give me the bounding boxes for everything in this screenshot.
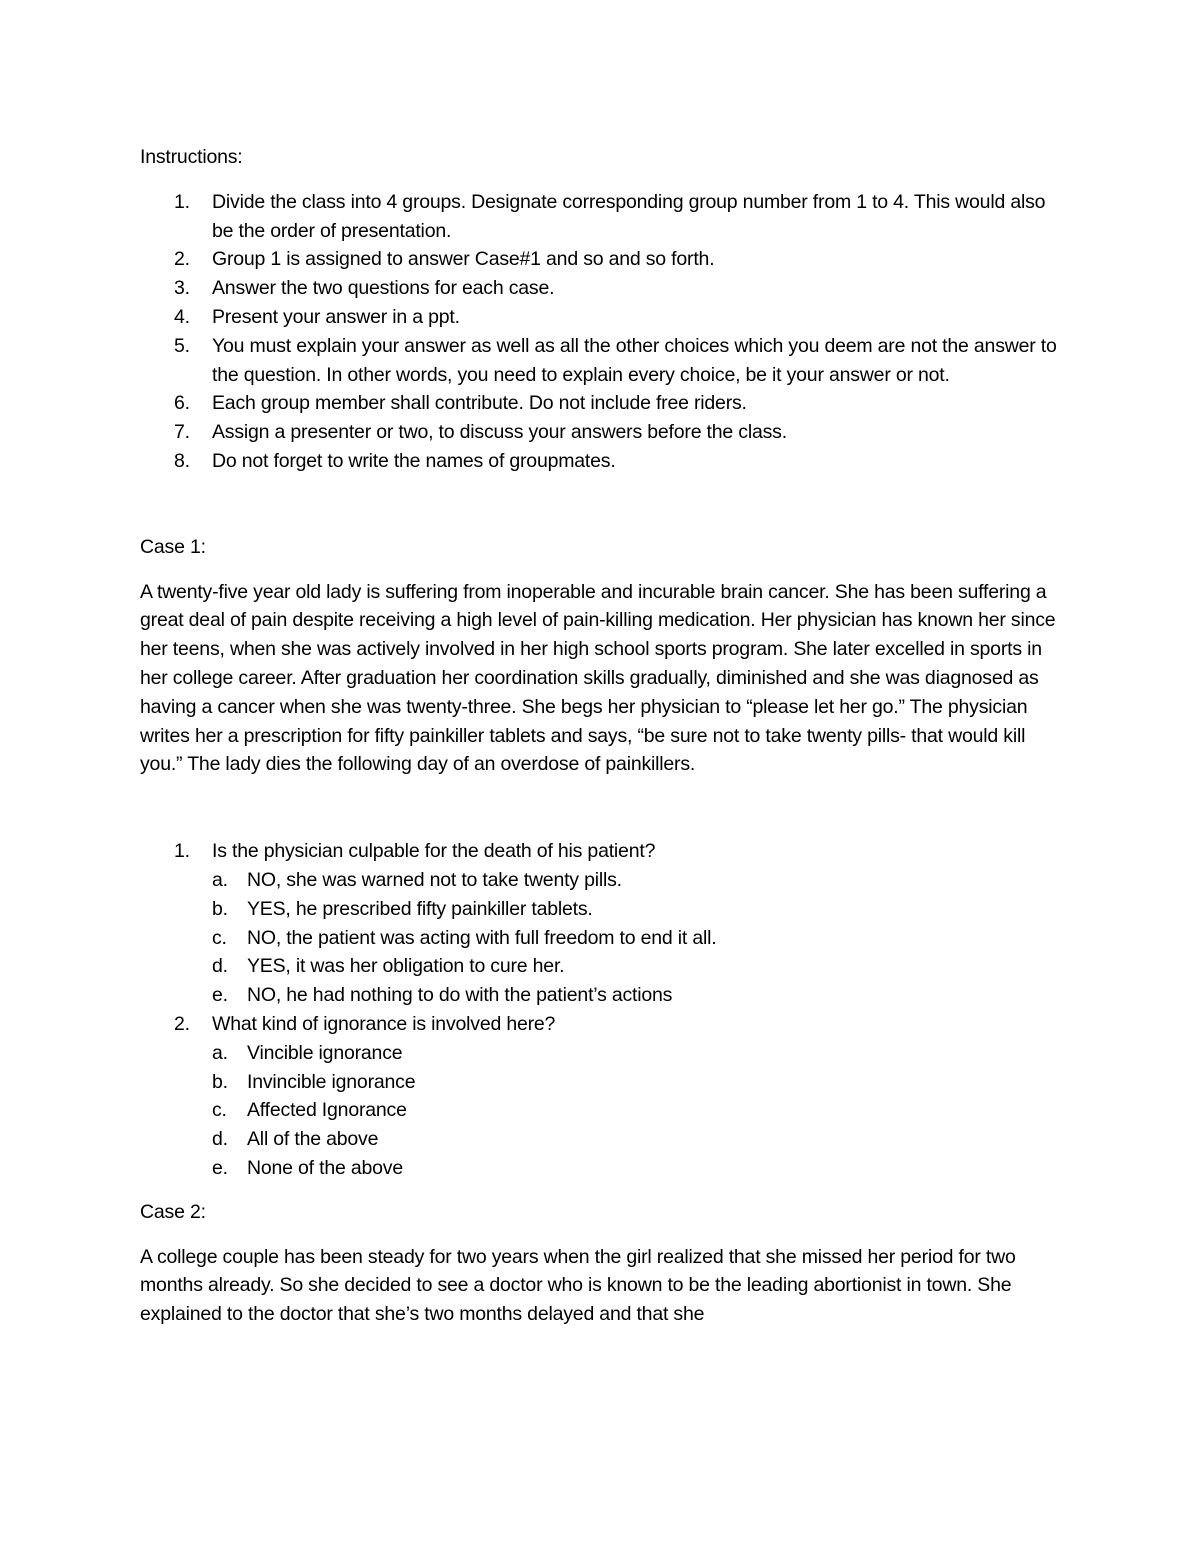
- case2-heading: Case 2:: [140, 1200, 206, 1223]
- instruction-number: 8.: [174, 449, 190, 472]
- instruction-text: Each group member shall contribute. Do not include free riders.: [212, 392, 747, 415]
- instruction-number: 5.: [174, 334, 190, 357]
- choice-item: [212, 1068, 1070, 1097]
- instruction-item: [140, 418, 1070, 447]
- choice-letter: c.: [212, 1099, 227, 1122]
- question-text: Is the physician culpable for the death of his patient?: [212, 840, 656, 863]
- choice-text: NO, he had nothing to do with the patient’s actions: [247, 984, 673, 1007]
- choice-list: [212, 1039, 1070, 1183]
- instruction-number: 4.: [174, 305, 190, 328]
- instruction-number: 6.: [174, 392, 190, 415]
- instruction-item: [140, 188, 1070, 246]
- instruction-text: Assign a presenter or two, to discuss your answers before the class.: [212, 421, 787, 444]
- choice-item: [212, 981, 1070, 1010]
- instruction-text: You must explain your answer as well as all the other choices which you deem are not the answer to the question. In other words, you need to explain every choice, be it your answer or not.: [212, 334, 1057, 386]
- choice-letter: c.: [212, 926, 227, 949]
- instruction-text: Divide the class into 4 groups. Designate corresponding group number from 1 to 4. This would also be the order of presentation.: [212, 190, 1046, 242]
- instructions-heading: Instructions:: [140, 146, 243, 168]
- instruction-text: Present your answer in a ppt.: [212, 305, 460, 328]
- question-item: [140, 1010, 1070, 1183]
- case1-paragraph: A twenty-five year old lady is suffering from inoperable and incurable brain cancer. She has been suffering a great deal of pain despite receiving a high level of pain-killing medication. Her physician has known her since her teens, when she was actively involved in her high school sports program. She later excelled in sports in her college career. After graduation her coordination skills gradually, diminished and she was diagnosed as having a cancer when she was twenty-three. She begs her physician to “please let her go.” The physician writes her a prescription for fifty painkiller tablets and says, “be sure not to take twenty pills- that would kill you.” The lady dies the following day of an overdose of painkillers.: [140, 580, 1056, 776]
- choice-letter: d.: [212, 955, 228, 978]
- choice-text: NO, she was warned not to take twenty pills.: [247, 868, 622, 891]
- instruction-number: 2.: [174, 248, 190, 271]
- instruction-item: [140, 389, 1070, 418]
- choice-letter: a.: [212, 868, 228, 891]
- instruction-number: 3.: [174, 277, 190, 300]
- instruction-item: [140, 303, 1070, 332]
- choice-list: [212, 866, 1070, 1010]
- choice-text: None of the above: [247, 1156, 403, 1179]
- choice-text: Affected Ignorance: [247, 1099, 407, 1122]
- choice-letter: b.: [212, 1070, 228, 1093]
- choice-item: [212, 1096, 1070, 1125]
- question-text: What kind of ignorance is involved here?: [212, 1012, 556, 1035]
- question-number: 1.: [174, 840, 190, 863]
- choice-letter: d.: [212, 1128, 228, 1151]
- instruction-item: [140, 332, 1070, 390]
- instruction-number: 7.: [174, 421, 190, 444]
- choice-letter: a.: [212, 1041, 228, 1064]
- choice-text: NO, the patient was acting with full freedom to end it all.: [247, 926, 717, 949]
- instruction-number: 1.: [174, 190, 190, 213]
- case1-heading: Case 1:: [140, 535, 206, 558]
- choice-text: Vincible ignorance: [247, 1041, 403, 1064]
- choice-text: All of the above: [247, 1128, 379, 1151]
- choice-item: [212, 895, 1070, 924]
- case2-paragraph: A college couple has been steady for two years when the girl realized that she missed her period for two months already. So she decided to see a doctor who is known to be the leading abortionist in town. She explained to the doctor that she’s two months delayed and that she: [140, 1245, 1016, 1326]
- document-content: [140, 143, 1070, 1329]
- choice-letter: b.: [212, 897, 228, 920]
- choice-item: [212, 1154, 1070, 1183]
- instruction-item: [140, 245, 1070, 274]
- choice-item: [212, 1125, 1070, 1154]
- choice-item: [212, 1039, 1070, 1068]
- choice-text: Invincible ignorance: [247, 1070, 416, 1093]
- choice-text: YES, he prescribed fifty painkiller tablets.: [247, 897, 593, 920]
- question-item: [140, 837, 1070, 1010]
- choice-letter: e.: [212, 984, 228, 1007]
- choice-item: [212, 952, 1070, 981]
- question-number: 2.: [174, 1012, 190, 1035]
- instruction-text: Group 1 is assigned to answer Case#1 and so and so forth.: [212, 248, 715, 271]
- case1-questions: [140, 837, 1070, 1183]
- instructions-list: [140, 188, 1070, 476]
- instruction-item: [140, 274, 1070, 303]
- choice-item: [212, 924, 1070, 953]
- choice-text: YES, it was her obligation to cure her.: [247, 955, 565, 978]
- choice-letter: e.: [212, 1156, 228, 1179]
- instruction-item: [140, 447, 1070, 476]
- instruction-text: Do not forget to write the names of groupmates.: [212, 449, 616, 472]
- choice-item: [212, 866, 1070, 895]
- instruction-text: Answer the two questions for each case.: [212, 277, 555, 300]
